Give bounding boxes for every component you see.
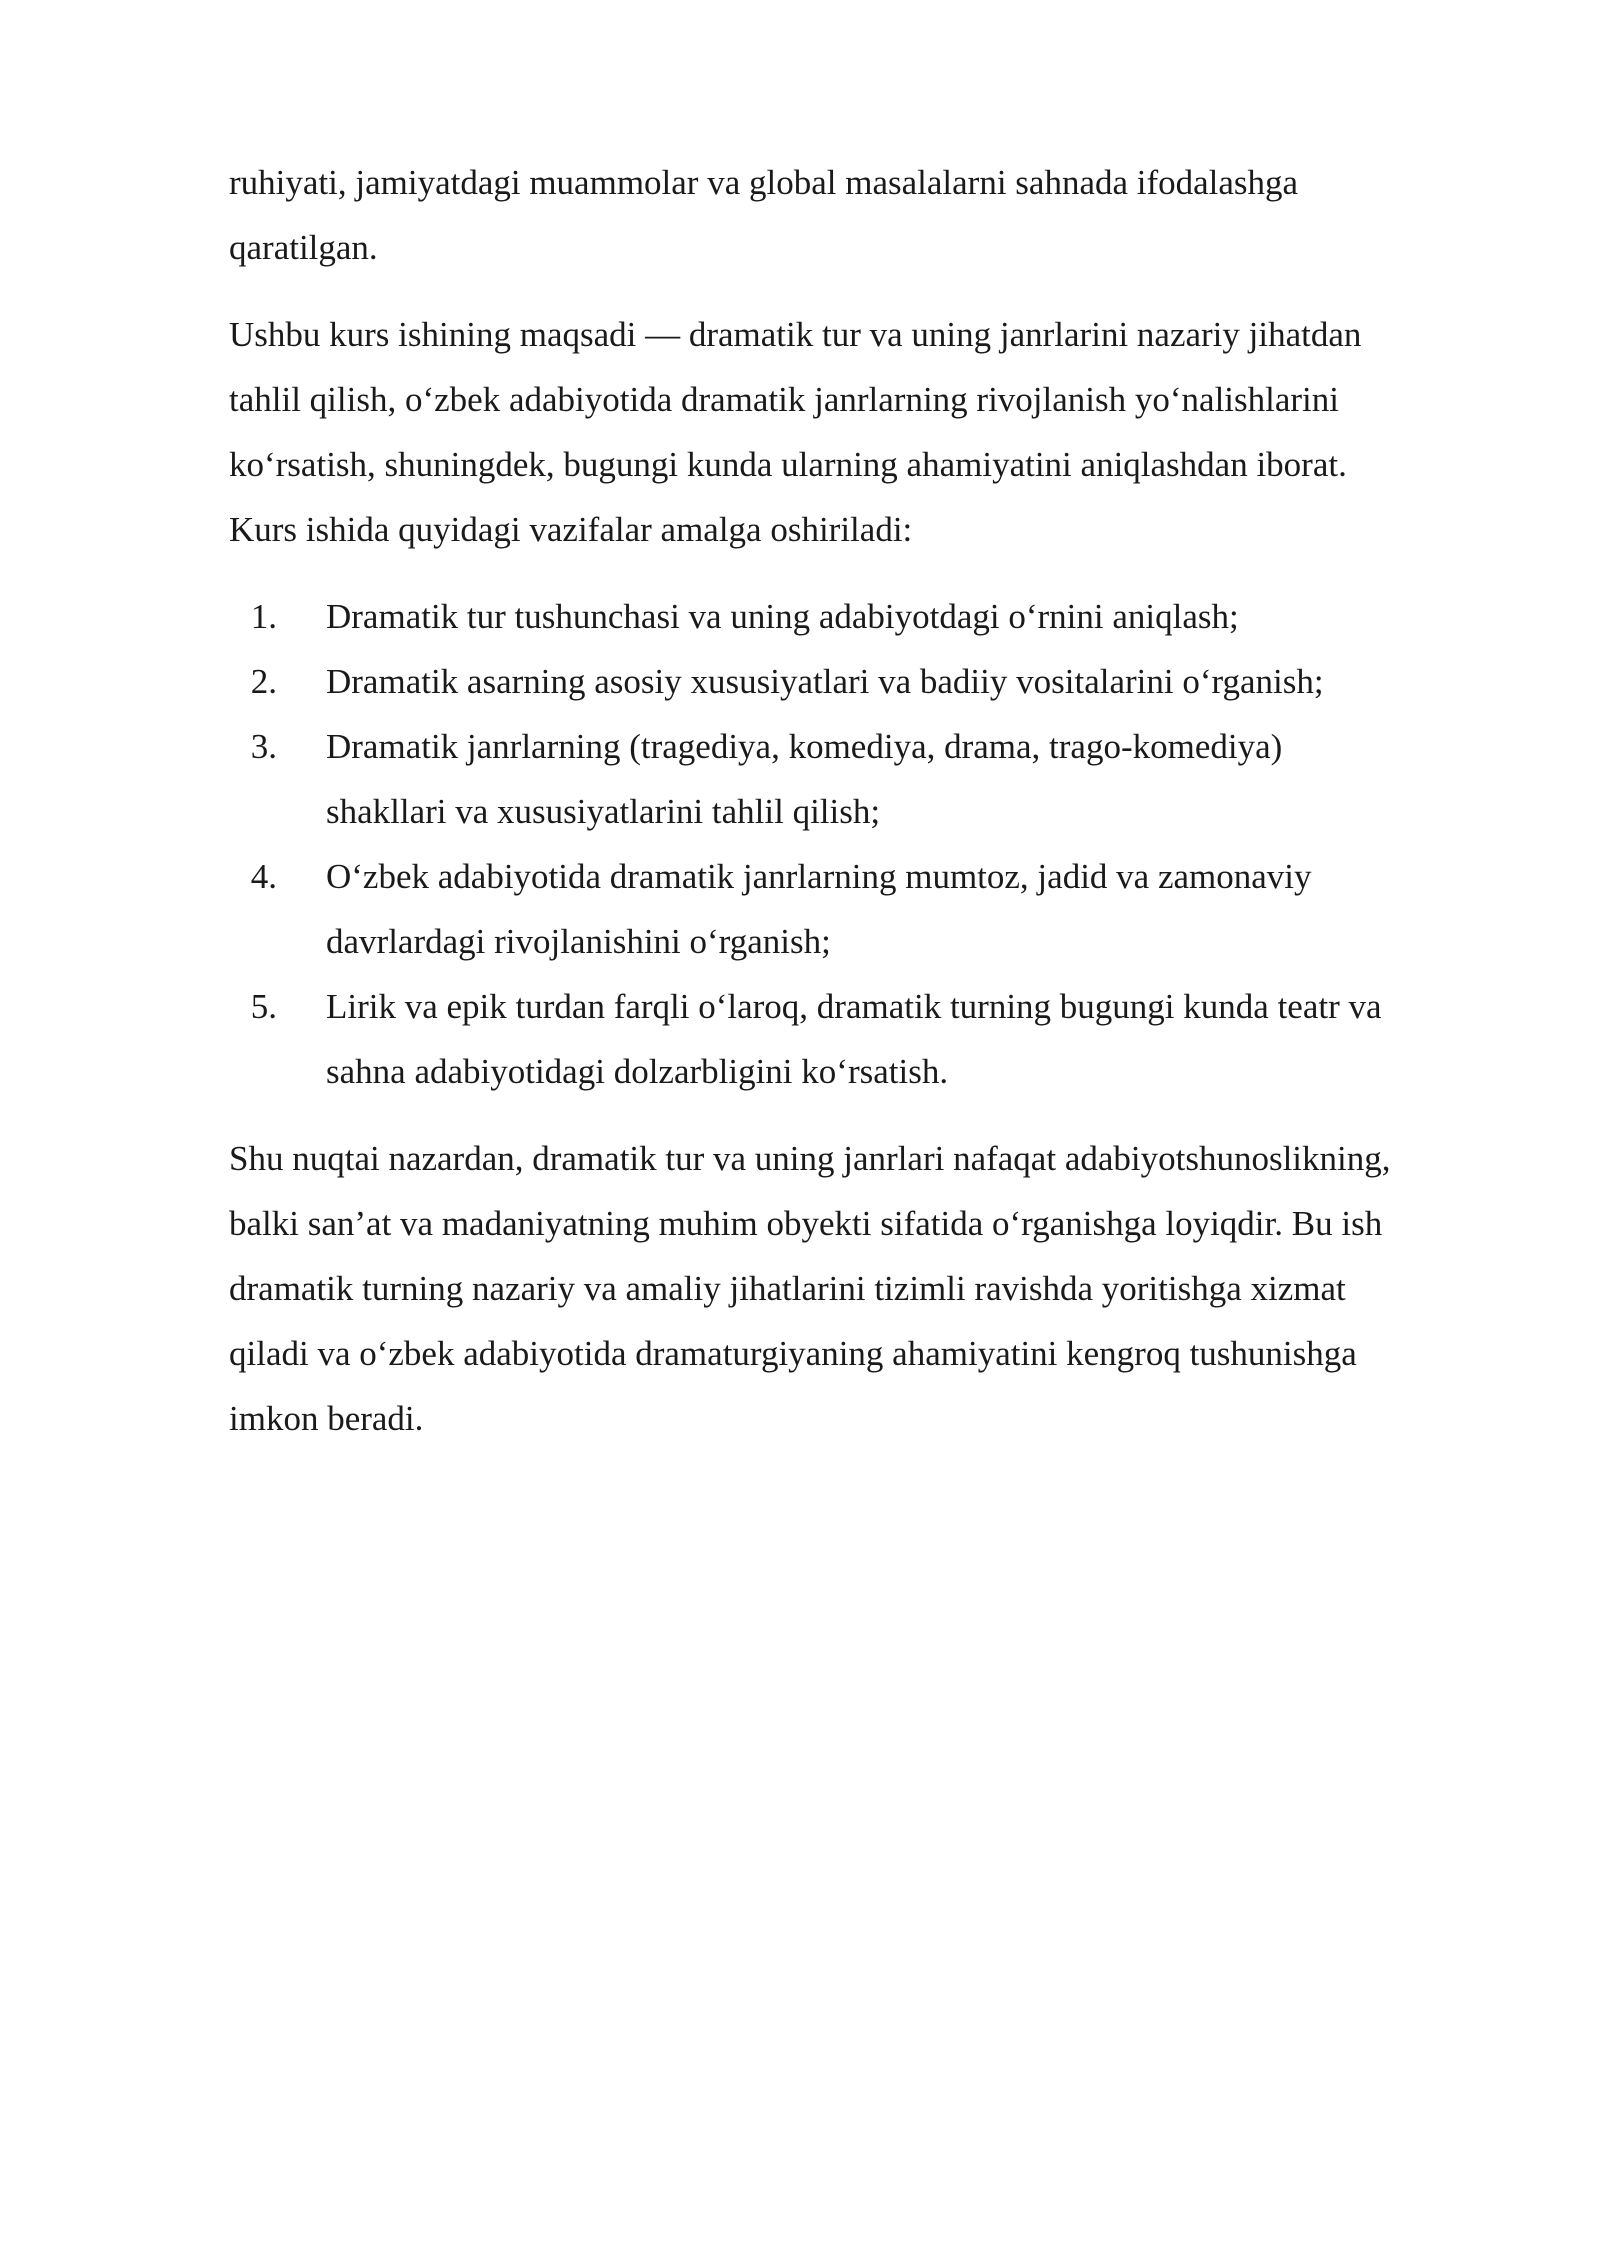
text-line: Shu nuqtai nazardan, dramatik tur va uning janrlari nafaqat adabiyotshunoslikning, [229, 1139, 1391, 1178]
text-line: balki san’at va madaniyatning muhim obyekti sifatida o‘rganishga loyiqdir. Bu ish [229, 1204, 1383, 1243]
text-line: Dramatik tur tushunchasi va uning adabiyotdagi o‘rnini aniqlash; [326, 597, 1239, 636]
list-item-text [326, 584, 1489, 649]
text-line: Dramatik janrlarning (tragediya, komediya, drama, trago-komediya) [326, 727, 1283, 766]
list-item-number: 5. [250, 987, 277, 1026]
list-item-text [326, 844, 1489, 974]
list-item [229, 844, 1489, 974]
text-line: qiladi va o‘zbek adabiyotida dramaturgiyaning ahamiyatini kengroq tushunishga [229, 1334, 1357, 1373]
list-item [229, 974, 1489, 1104]
text-line: davrlardagi rivojlanishini o‘rganish; [326, 922, 831, 961]
tasks-list [229, 584, 1489, 1104]
document-page [229, 150, 1489, 1451]
purpose-paragraph [229, 302, 1489, 562]
conclusion-paragraph [229, 1126, 1489, 1451]
text-line: imkon beradi. [229, 1399, 424, 1438]
list-item-text [326, 974, 1489, 1104]
list-item-number: 4. [250, 857, 277, 896]
list-item-text [326, 714, 1489, 844]
list-item-text [326, 649, 1489, 714]
intro-continuation-paragraph [229, 150, 1489, 280]
list-item [229, 649, 1489, 714]
text-line: Lirik va epik turdan farqli o‘laroq, dramatik turning bugungi kunda teatr va [326, 987, 1382, 1026]
list-item-number: 3. [250, 727, 277, 766]
list-item [229, 584, 1489, 649]
list-item [229, 714, 1489, 844]
text-line: ruhiyati, jamiyatdagi muammolar va global masalalarni sahnada ifodalashga [229, 163, 1299, 202]
text-line: sahna adabiyotidagi dolzarbligini ko‘rsatish. [326, 1052, 949, 1091]
text-line: tahlil qilish, o‘zbek adabiyotida dramatik janrlarning rivojlanish yo‘nalishlarini [229, 380, 1340, 419]
list-item-number: 2. [250, 662, 277, 701]
list-item-number: 1. [250, 597, 277, 636]
text-line: dramatik turning nazariy va amaliy jihatlarini tizimli ravishda yoritishga xizmat [229, 1269, 1346, 1308]
text-line: qaratilgan. [229, 228, 378, 267]
text-line: Ushbu kurs ishining maqsadi — dramatik tur va uning janrlarini nazariy jihatdan [229, 315, 1362, 354]
text-line: shakllari va xususiyatlarini tahlil qilish; [326, 792, 881, 831]
text-line: O‘zbek adabiyotida dramatik janrlarning mumtoz, jadid va zamonaviy [326, 857, 1312, 896]
text-line: ko‘rsatish, shuningdek, bugungi kunda ularning ahamiyatini aniqlashdan iborat. [229, 445, 1347, 484]
text-line: Dramatik asarning asosiy xususiyatlari va badiiy vositalarini o‘rganish; [326, 662, 1324, 701]
text-line: Kurs ishida quyidagi vazifalar amalga oshiriladi: [229, 510, 913, 549]
